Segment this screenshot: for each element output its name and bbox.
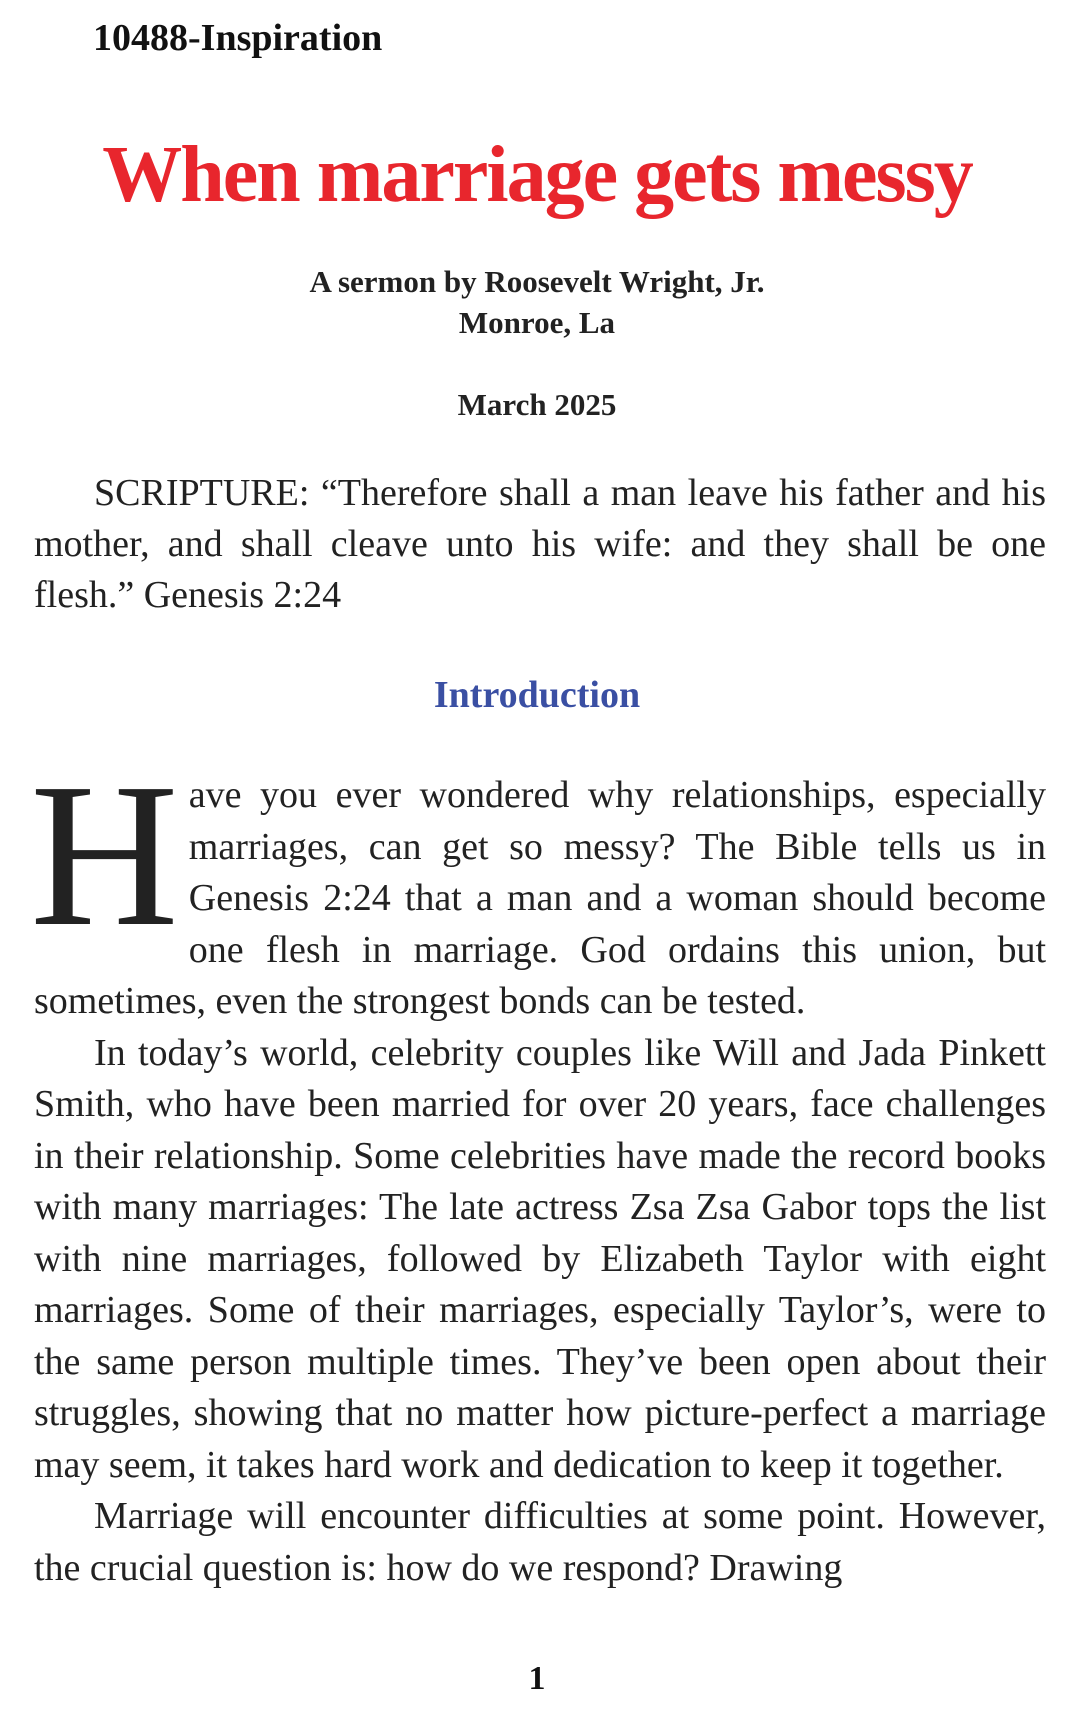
author-line: A sermon by Roosevelt Wright, Jr. (309, 264, 765, 299)
introduction-paragraph-1 (30, 740, 1046, 1028)
introduction-heading: Introduction (433, 674, 641, 716)
location-line: Monroe, La (458, 305, 616, 340)
sermon-title: When marriage gets messy (102, 131, 972, 219)
date-line: March 2025 (457, 387, 617, 422)
drop-cap-letter: H (30, 740, 179, 969)
document-id: 10488-Inspiration (93, 17, 383, 59)
scripture-passage: SCRIPTURE: “Therefore shall a man leave his father and his mother, and shall cleave unto his wife: and they shall be one flesh.” Genesis 2:24 (34, 472, 1046, 616)
introduction-paragraph-3: Marriage will encounter difficulties at some point. However, the crucial question is: how do we respond? Drawing (34, 1495, 1046, 1589)
paragraph-1-text: ave you ever wondered why relationships, especially marriages, can get so messy? The Bible tells us in Genesis 2:24 that a man and a woman should become one flesh in marriage. God ordains this union, but sometimes, even the strongest bonds can be tested. (34, 774, 1046, 1022)
introduction-paragraph-2: In today’s world, celebrity couples like Will and Jada Pinkett Smith, who have been married for over 20 years, face challenges in their relationship. Some celebrities have made the record books with many marriages: The late actress Zsa Zsa Gabor tops the list with nine marriages, followed by Elizabeth Taylor with eight marriages. Some of their marriages, especially Taylor’s, were to the same person multiple times. They’ve been open about their struggles, showing that no matter how picture-perfect a marriage may seem, it takes hard work and dedication to keep it together. (34, 1031, 1046, 1486)
page-number: 1 (528, 1660, 546, 1697)
introduction-body (30, 740, 1046, 1594)
